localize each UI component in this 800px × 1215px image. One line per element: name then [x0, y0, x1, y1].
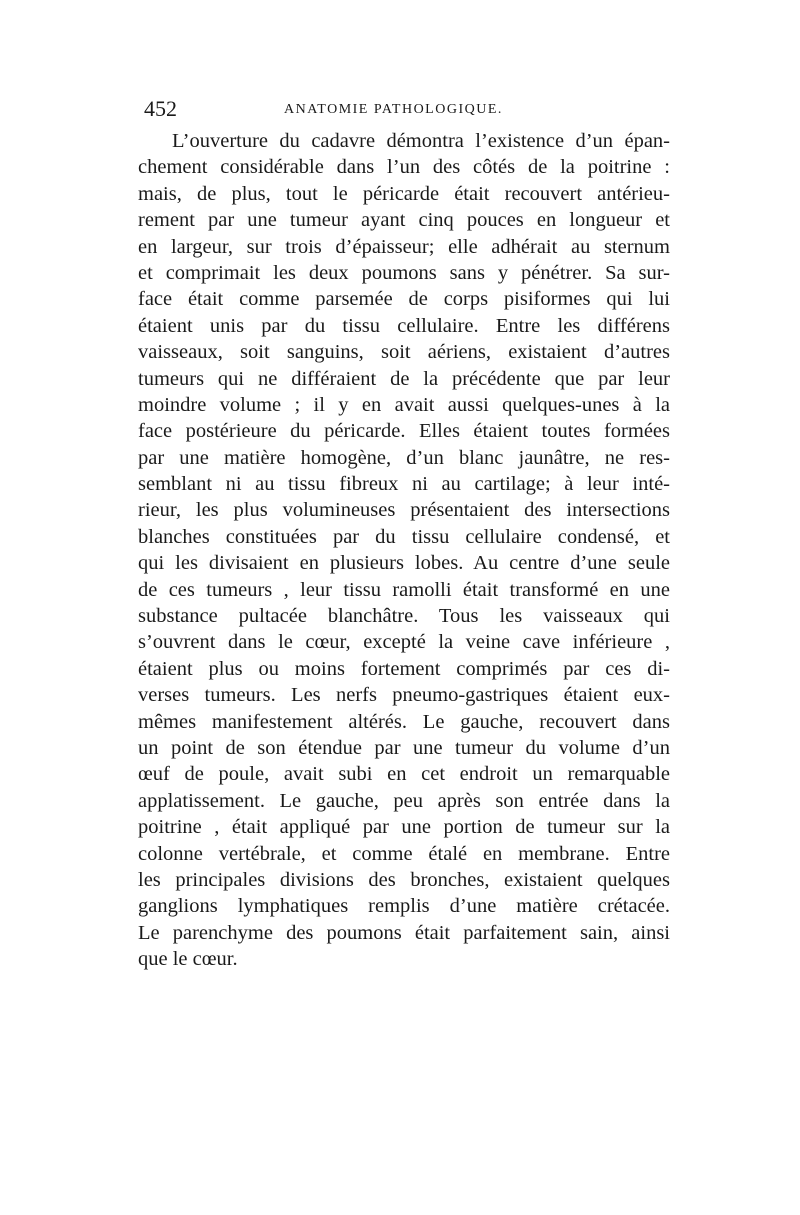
text-line: face était comme parsemée de corps pisiformes qui lui	[138, 288, 670, 311]
text-line: s’ouvrent dans le cœur, excepté la veine cave inférieure ,	[138, 631, 670, 654]
body-paragraph	[138, 128, 670, 973]
text-line: rement par une tumeur ayant cinq pouces en longueur et	[138, 209, 670, 232]
text-line: face postérieure du péricarde. Elles étaient toutes formées	[138, 420, 670, 443]
text-line: ganglions lymphatiques remplis d’une matière crétacée.	[138, 895, 670, 918]
text-line: et comprimait les deux poumons sans y pénétrer. Sa sur-	[138, 261, 670, 284]
text-line: rieur, les plus volumineuses présentaient des intersections	[138, 499, 670, 522]
text-line: applatissement. Le gauche, peu après son entrée dans la	[138, 789, 670, 812]
text-line: étaient unis par du tissu cellulaire. Entre les différens	[138, 314, 670, 337]
text-line: de ces tumeurs , leur tissu ramolli était transformé en une	[138, 578, 670, 601]
text-line: mêmes manifestement altérés. Le gauche, recouvert dans	[138, 710, 670, 733]
text-line: L’ouverture du cadavre démontra l’existence d’un épan-	[172, 130, 670, 152]
text-line: mais, de plus, tout le péricarde était recouvert antérieu-	[138, 182, 670, 205]
text-line: les principales divisions des bronches, existaient quelques	[138, 868, 670, 891]
running-title: ANATOMIE PATHOLOGIQUE.	[284, 102, 503, 117]
text-line: semblant ni au tissu fibreux ni au cartilage; à leur inté-	[138, 473, 670, 496]
text-line: un point de son étendue par une tumeur du volume d’un	[138, 736, 670, 759]
page-header	[144, 98, 664, 120]
text-line: œuf de poule, avait subi en cet endroit un remarquable	[138, 763, 670, 786]
text-line: vaisseaux, soit sanguins, soit aériens, existaient d’autres	[138, 341, 670, 364]
text-line: verses tumeurs. Les nerfs pneumo-gastriques étaient eux-	[138, 684, 670, 707]
text-line: en largeur, sur trois d’épaisseur; elle adhérait au sternum	[138, 235, 670, 258]
text-line: par une matière homogène, d’un blanc jaunâtre, ne res-	[138, 446, 670, 469]
text-line: que le cœur.	[138, 948, 238, 971]
text-line: colonne vertébrale, et comme étalé en membrane. Entre	[138, 842, 670, 865]
page-number: 452	[144, 96, 177, 121]
text-line: moindre volume ; il y en avait aussi quelques-unes à la	[138, 393, 670, 416]
text-line: tumeurs qui ne différaient de la précédente que par leur	[138, 367, 670, 390]
text-line: substance pultacée blanchâtre. Tous les vaisseaux qui	[138, 605, 670, 628]
text-line: poitrine , était appliqué par une portion de tumeur sur la	[138, 816, 670, 839]
text-line: Le parenchyme des poumons était parfaitement sain, ainsi	[138, 921, 670, 944]
text-line: blanches constituées par du tissu cellulaire condensé, et	[138, 525, 670, 548]
text-line: chement considérable dans l’un des côtés de la poitrine :	[138, 156, 670, 179]
text-line: étaient plus ou moins fortement comprimés par ces di-	[138, 657, 670, 680]
text-line: qui les divisaient en plusieurs lobes. Au centre d’une seule	[138, 552, 670, 575]
